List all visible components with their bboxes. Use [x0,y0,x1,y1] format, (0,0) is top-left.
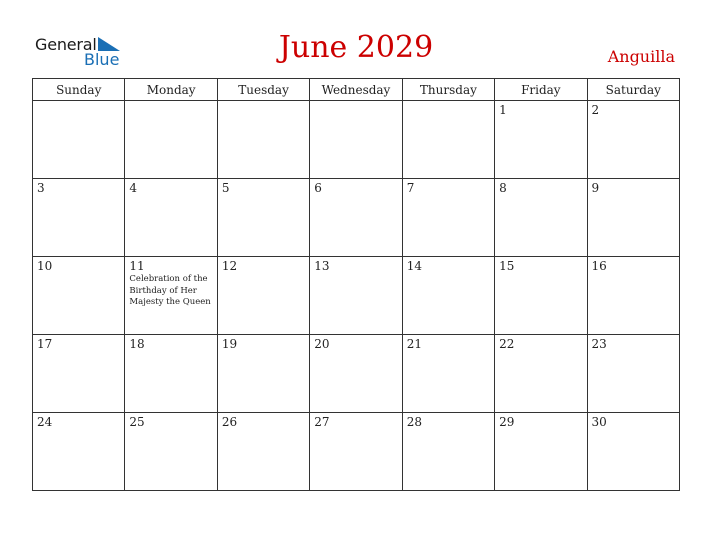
day-cell [495,257,587,335]
weekday-header-row [33,79,680,101]
day-cell [217,335,309,413]
weekday-header: Sunday [33,79,125,101]
day-cell [310,179,402,257]
day-number: 21 [406,337,422,351]
day-cell [33,413,125,491]
day-cell [33,101,125,179]
weekday-header: Tuesday [217,79,309,101]
day-cell [125,257,217,335]
day-cell [310,413,402,491]
day-cell [587,257,679,335]
day-number: 26 [221,415,238,429]
day-cell [310,101,402,179]
day-number [403,101,494,103]
day-cell [125,101,217,179]
day-cell [402,413,494,491]
day-cell [495,413,587,491]
day-number [310,101,401,103]
week-row [33,413,680,491]
day-cell [33,257,125,335]
day-number [125,101,216,103]
day-number: 8 [499,181,507,195]
logo-text-blue: Blue [84,50,120,69]
day-number: 30 [591,415,607,429]
day-number: 19 [221,337,238,351]
day-number: 13 [314,259,330,273]
weekday-header: Wednesday [310,79,402,101]
day-cell [217,257,309,335]
day-cell [310,257,402,335]
day-number: 9 [591,181,600,195]
day-cell [33,335,125,413]
day-cell [125,179,217,257]
day-cell [310,335,402,413]
country-label: Anguilla [607,47,675,66]
weekday-header: Friday [495,79,587,101]
day-cell [587,413,679,491]
day-number: 24 [37,415,53,429]
day-number: 1 [499,103,507,117]
day-number: 27 [314,415,330,429]
day-cell [495,101,587,179]
day-number: 15 [499,259,515,273]
day-cell [402,257,494,335]
day-cell [587,179,679,257]
day-cell [402,101,494,179]
day-cell [495,335,587,413]
day-cell [402,179,494,257]
day-cell [587,335,679,413]
day-number: 28 [406,415,422,429]
calendar-grid [32,78,680,491]
day-number: 23 [591,337,607,351]
day-number: 4 [129,181,138,195]
week-row [33,101,680,179]
week-row [33,257,680,335]
day-number: 3 [37,181,45,195]
weekday-header: Monday [125,79,217,101]
page-title: June 2029 [278,30,434,65]
weekday-header: Saturday [587,79,679,101]
day-number [218,101,309,103]
day-number: 25 [129,415,145,429]
day-number: 6 [314,181,322,195]
day-cell [125,335,217,413]
day-cell [217,179,309,257]
logo-text-general: General [35,35,97,54]
day-number: 20 [314,337,330,351]
day-number: 22 [499,337,515,351]
weekday-header: Thursday [402,79,494,101]
day-number: 11 [129,259,145,273]
day-number: 29 [499,415,515,429]
day-number: 5 [221,181,230,195]
day-number: 17 [37,337,53,351]
day-cell [217,101,309,179]
day-number: 12 [221,259,238,273]
day-number: 2 [591,103,600,117]
day-number: 7 [406,181,415,195]
day-cell [402,335,494,413]
day-number: 14 [406,259,422,273]
day-cell [495,179,587,257]
week-row [33,335,680,413]
day-cell [125,413,217,491]
day-number: 10 [37,259,53,273]
day-cell [217,413,309,491]
day-number: 16 [591,259,607,273]
day-cell [33,179,125,257]
holiday-event: Celebration of the Birthday of Her Majesty the Queen [129,274,211,307]
day-number: 18 [129,337,145,351]
week-row [33,179,680,257]
day-number [33,101,124,103]
calendar-body [33,101,680,491]
day-cell [587,101,679,179]
